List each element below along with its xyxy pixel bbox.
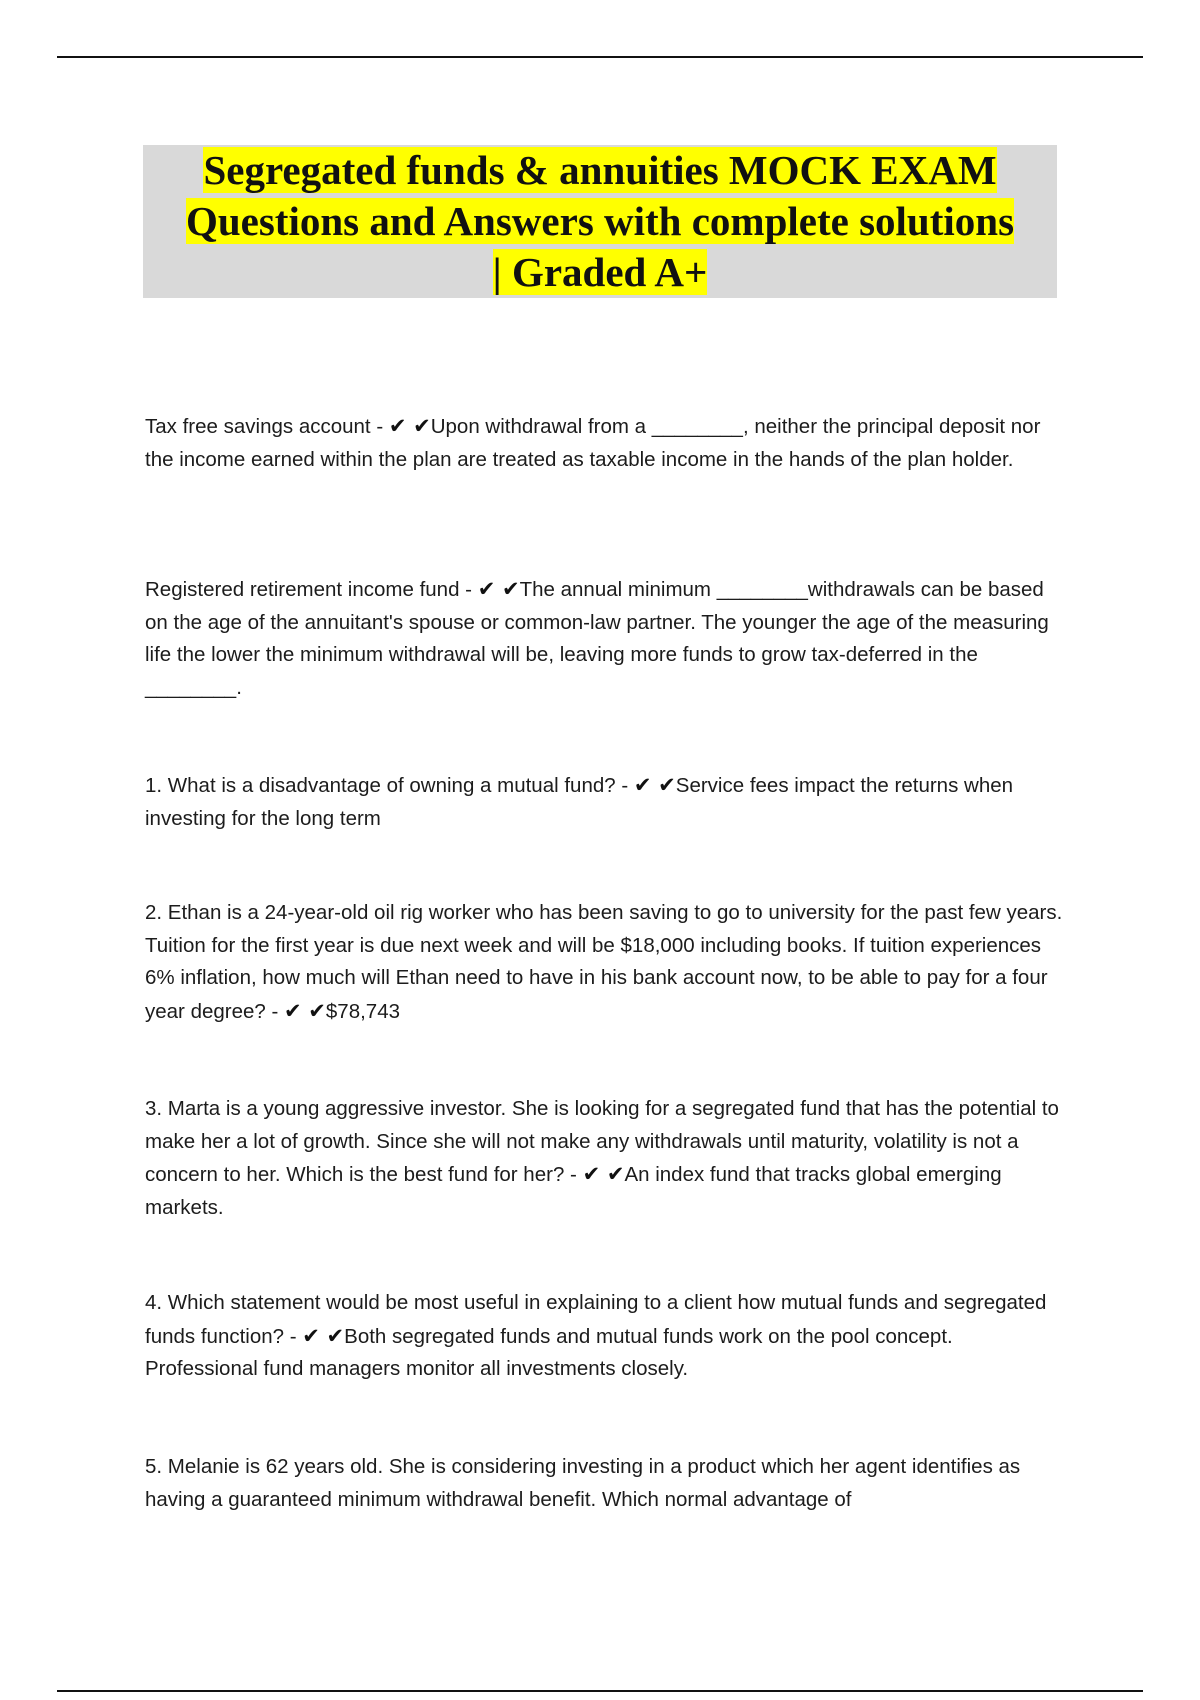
qa-item — [145, 1451, 1065, 1516]
qa-question: Tax free savings account - — [145, 415, 389, 438]
qa-item — [145, 897, 1065, 1028]
qa-question: 2. Ethan is a 24-year-old oil rig worker who has been saving to go to university for the past few years. Tuition for the first year is due next week and will be $18,000 including books. If tuition experiences 6% inflation, how much will Ethan need to have in his bank account now, to be able to pay for a four year degree? - — [145, 901, 1063, 1023]
qa-answer: An index fund that tracks global emerging markets. — [145, 1163, 1002, 1219]
check-icon: ✔ ✔ — [302, 1323, 345, 1348]
qa-question: Registered retirement income fund - — [145, 578, 478, 601]
qa-question: 3. Marta is a young aggressive investor. She is looking for a segregated fund that has the potential to make her a lot of growth. Since she will not make any withdrawals until maturity, volatility is not a concern to her. Which is the best fund for her? - — [145, 1097, 1059, 1186]
title-line-1: Segregated funds & annuities MOCK EXAM — [203, 147, 997, 193]
qa-item — [145, 1093, 1065, 1224]
check-icon: ✔ ✔ — [284, 998, 326, 1023]
title-line-3: | Graded A+ — [492, 249, 708, 295]
qa-question: 4. Which statement would be most useful in explaining to a client how mutual funds and segregated funds function? - — [145, 1291, 1047, 1348]
qa-answer: Upon withdrawal from a ________, neither the principal deposit nor the income earned within the plan are treated as taxable income in the hands of the plan holder. — [145, 415, 1041, 471]
qa-item — [145, 410, 1065, 476]
qa-question: 5. Melanie is 62 years old. She is considering investing in a product which her agent identifies as having a guaranteed minimum withdrawal benefit. Which normal advantage of — [145, 1455, 1021, 1511]
footer-rule — [57, 1690, 1143, 1692]
qa-item — [145, 573, 1065, 704]
qa-answer: Both segregated funds and mutual funds work on the pool concept. Professional fund managers monitor all investments closely. — [145, 1324, 953, 1380]
header-rule — [57, 56, 1143, 58]
check-icon: ✔ ✔ — [388, 414, 431, 438]
document-title — [143, 145, 1057, 298]
check-icon: ✔ ✔ — [477, 577, 520, 601]
qa-item — [145, 769, 1065, 835]
check-icon: ✔ ✔ — [633, 773, 676, 797]
qa-question: 1. What is a disadvantage of owning a mutual fund? - — [145, 774, 634, 797]
qa-answer: $78,743 — [325, 999, 401, 1023]
title-line-2: Questions and Answers with complete solutions — [185, 198, 1015, 244]
check-icon: ✔ ✔ — [582, 1162, 625, 1186]
qa-answer: Service fees impact the returns when investing for the long term — [145, 774, 1014, 830]
qa-item — [145, 1287, 1065, 1386]
qa-answer: The annual minimum ________withdrawals can be based on the age of the annuitant's spouse or common-law partner. The younger the age of the measuring life the lower the minimum withdrawal will be, leaving more funds to grow tax-deferred in the ________. — [145, 578, 1049, 699]
